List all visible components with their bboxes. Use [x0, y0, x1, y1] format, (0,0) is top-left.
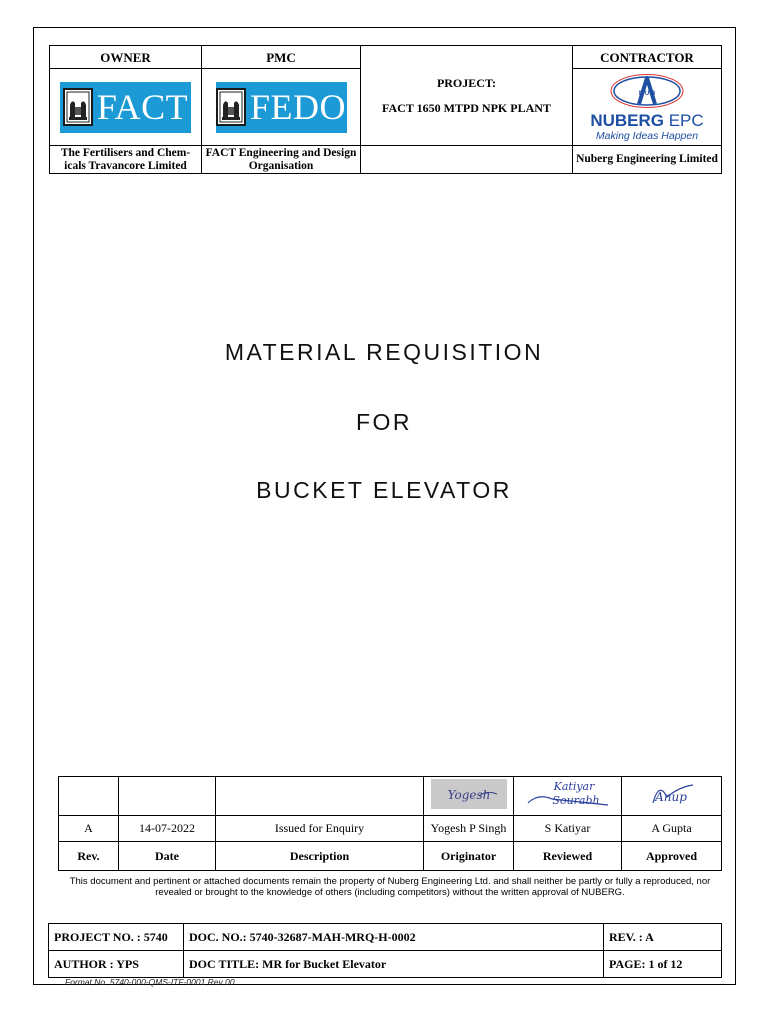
revision-number: REV. : A [604, 924, 722, 951]
nuberg-logo-epc: EPC [668, 111, 704, 130]
nuberg-tagline: Making Ideas Happen [595, 130, 699, 142]
revision-table [58, 776, 722, 871]
fact-emblem-icon [63, 88, 93, 126]
rev-header: Rev. [59, 842, 119, 871]
signature-cell-date [119, 777, 216, 816]
fact-logo-text: FACT [96, 87, 189, 127]
owner-label: OWNER [50, 46, 202, 69]
date-header: Date [119, 842, 216, 871]
contractor-label: CONTRACTOR [573, 46, 722, 69]
format-number: Format No. 5740-000-QMS-ITF-0001 Rev 00 [65, 977, 235, 987]
nuberg-logo-bold: NUBERG [590, 111, 664, 130]
approved-header: Approved [622, 842, 722, 871]
svg-text:Anup: Anup [654, 790, 687, 804]
nuberg-logo [573, 72, 721, 142]
reviewed-header: Reviewed [514, 842, 622, 871]
approved-signature [637, 777, 707, 811]
disclaimer-text: This document and pertinent or attached documents remain the property of Nuberg Engineering Ltd. and shall neither be partly or fully a reproduced, nor revealed or brought to the knowledge of others (including competitors) without the written approval of NUBERG. [69, 876, 711, 898]
signature-cell-originator [424, 777, 514, 816]
document-number: DOC. NO.: 5740-32687-MAH-MRQ-H-0002 [184, 924, 604, 951]
svg-text:Yogesh: Yogesh [447, 788, 490, 802]
description-header: Description [216, 842, 424, 871]
svg-text:Sourabh: Sourabh [551, 794, 600, 807]
header-table [49, 45, 722, 174]
approved-value: A Gupta [622, 816, 722, 842]
revision-header-row [59, 842, 722, 871]
title-line-3: BUCKET ELEVATOR [256, 477, 512, 503]
project-cell [361, 46, 573, 146]
svg-text:Katiyar: Katiyar [553, 780, 594, 793]
fedo-logo [216, 82, 347, 133]
page-number: PAGE: 1 of 12 [604, 951, 722, 978]
pmc-name: FACT Engineering and Design Organisation [202, 146, 361, 174]
fact-logo [60, 82, 191, 133]
title-line-1: MATERIAL REQUISITION [224, 339, 544, 365]
contractor-logo-cell [573, 69, 722, 146]
author: AUTHOR : YPS [49, 951, 184, 978]
reviewed-value: S Katiyar [514, 816, 622, 842]
fedo-logo-text: FEDO [249, 87, 346, 127]
project-desc-spacer [361, 146, 573, 174]
revision-value-row [59, 816, 722, 842]
signature-cell-approved [622, 777, 722, 816]
footer-table [48, 923, 722, 978]
title-line-2: FOR [355, 409, 413, 435]
originator-signature [427, 778, 511, 810]
project-number: PROJECT NO. : 5740 [49, 924, 184, 951]
originator-value: Yogesh P Singh [424, 816, 514, 842]
document-title: DOC TITLE: MR for Bucket Elevator [184, 951, 604, 978]
pmc-logo-cell [202, 69, 361, 146]
signature-cell-description [216, 777, 424, 816]
owner-logo-cell [50, 69, 202, 146]
rev-value: A [59, 816, 119, 842]
nuberg-logo-word [590, 112, 703, 130]
fedo-emblem-icon [216, 88, 246, 126]
project-label: PROJECT: [436, 75, 497, 90]
nuberg-emblem-icon [609, 72, 685, 110]
originator-header: Originator [424, 842, 514, 871]
project-name: FACT 1650 MTPD NPK PLANT [382, 100, 551, 115]
signature-row [59, 777, 722, 816]
reviewed-signature [518, 777, 618, 811]
date-value: 14-07-2022 [119, 816, 216, 842]
signature-cell-reviewed [514, 777, 622, 816]
nuberg-emblem-letters: N U B [638, 91, 656, 97]
description-value: Issued for Enquiry [216, 816, 424, 842]
pmc-label: PMC [202, 46, 361, 69]
contractor-name: Nuberg Engineering Limited [573, 146, 722, 174]
signature-cell-rev [59, 777, 119, 816]
owner-name: The Fertilisers and Chem-icals Travancore Limited [50, 146, 202, 174]
